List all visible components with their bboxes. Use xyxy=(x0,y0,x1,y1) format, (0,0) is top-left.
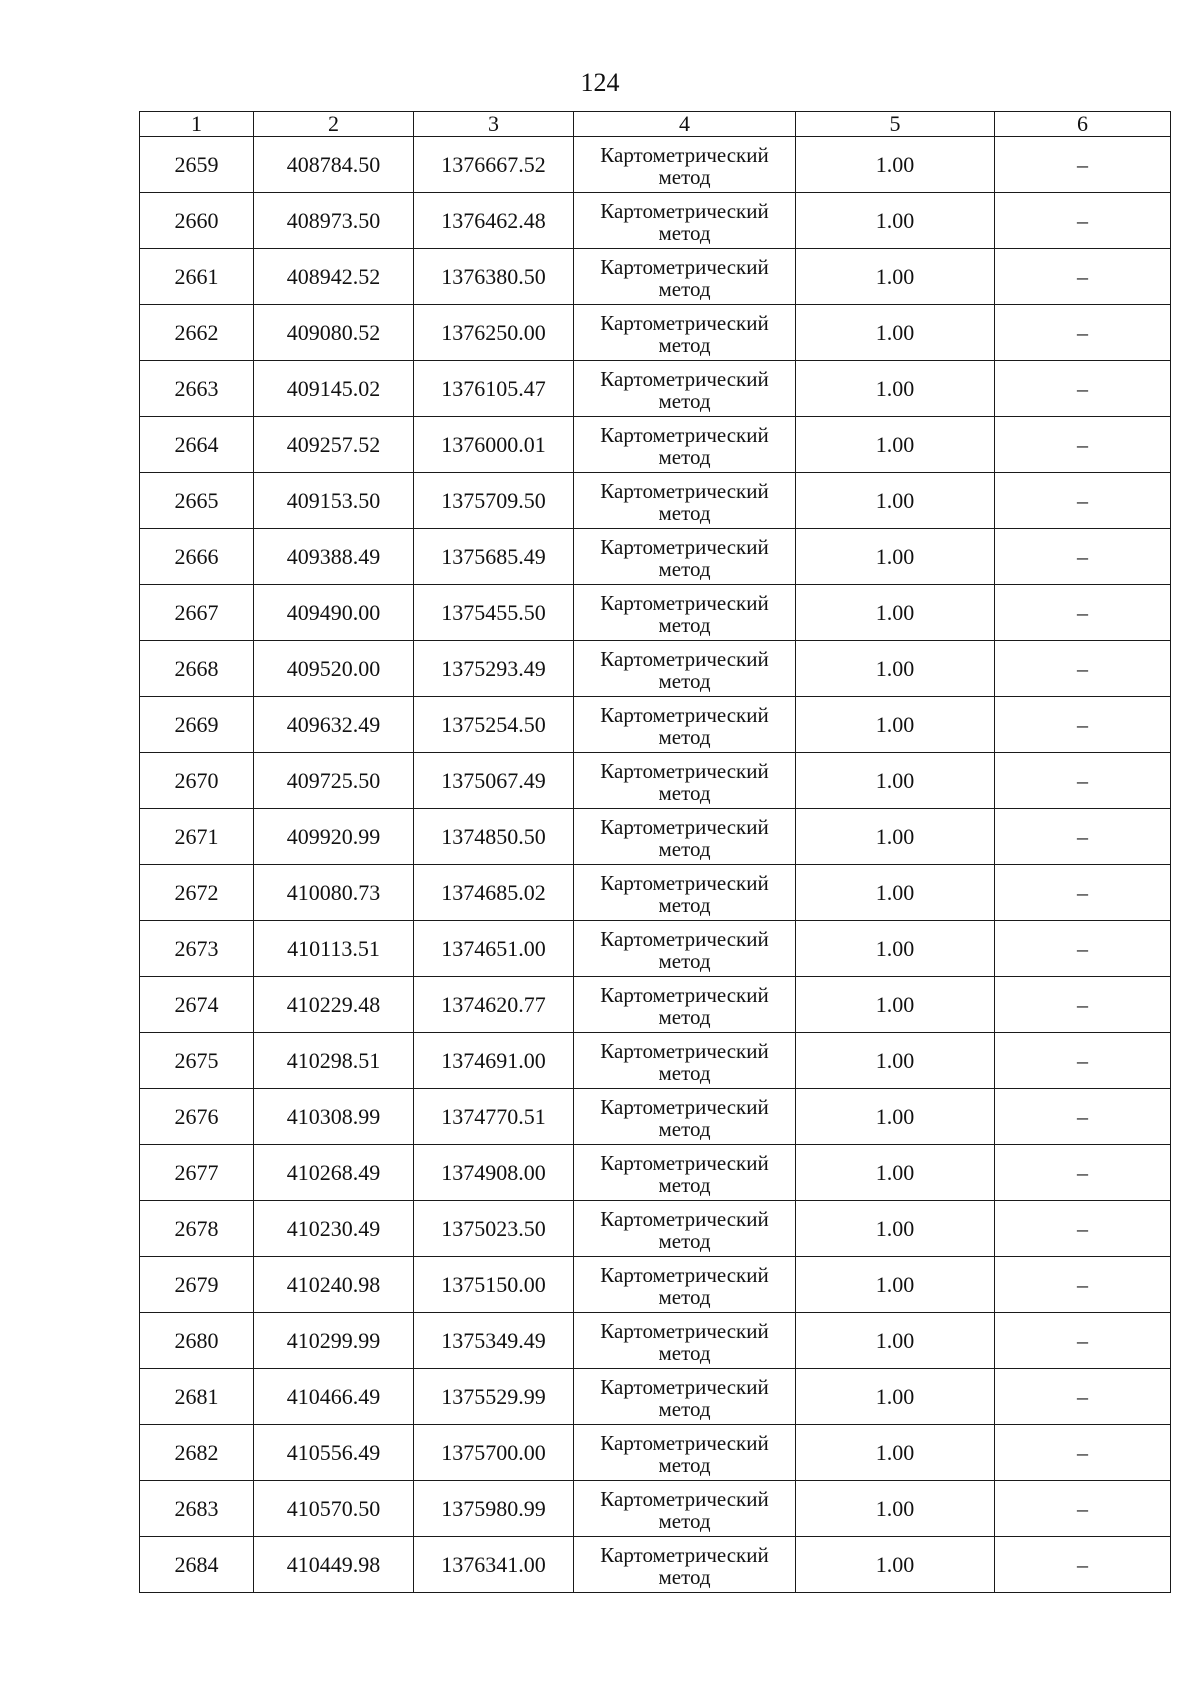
method-line-1: Картометрический xyxy=(600,814,769,839)
cell-method xyxy=(574,1145,796,1201)
cell-method xyxy=(574,1369,796,1425)
method-line-2: метод xyxy=(658,724,711,749)
cell-accuracy: 1.00 xyxy=(796,1313,995,1369)
method-line-2: метод xyxy=(658,1004,711,1029)
method-line-1: Картометрический xyxy=(600,1430,769,1455)
table-row xyxy=(140,1033,1171,1089)
method-line-1: Картометрический xyxy=(600,590,769,615)
cell-y-coordinate: 1375709.50 xyxy=(414,473,574,529)
cell-note: – xyxy=(995,921,1171,977)
method-line-2: метод xyxy=(658,332,711,357)
cell-point-number: 2675 xyxy=(140,1033,254,1089)
cell-y-coordinate: 1375067.49 xyxy=(414,753,574,809)
table-row xyxy=(140,1257,1171,1313)
method-line-2: метод xyxy=(658,892,711,917)
method-line-1: Картометрический xyxy=(600,422,769,447)
cell-point-number: 2668 xyxy=(140,641,254,697)
table-body xyxy=(140,137,1171,1593)
cell-point-number: 2684 xyxy=(140,1537,254,1593)
cell-accuracy: 1.00 xyxy=(796,1201,995,1257)
method-line-2: метод xyxy=(658,612,711,637)
cell-x-coordinate: 409257.52 xyxy=(254,417,414,473)
cell-method xyxy=(574,417,796,473)
cell-x-coordinate: 408784.50 xyxy=(254,137,414,193)
column-header-accuracy: 5 xyxy=(796,112,995,137)
cell-accuracy: 1.00 xyxy=(796,305,995,361)
cell-note: – xyxy=(995,641,1171,697)
cell-note: – xyxy=(995,753,1171,809)
cell-x-coordinate: 409725.50 xyxy=(254,753,414,809)
cell-x-coordinate: 410230.49 xyxy=(254,1201,414,1257)
cell-method xyxy=(574,1089,796,1145)
method-line-2: метод xyxy=(658,388,711,413)
cell-note: – xyxy=(995,529,1171,585)
cell-y-coordinate: 1375023.50 xyxy=(414,1201,574,1257)
cell-accuracy: 1.00 xyxy=(796,1481,995,1537)
cell-note: – xyxy=(995,361,1171,417)
method-line-2: метод xyxy=(658,220,711,245)
method-line-1: Картометрический xyxy=(600,870,769,895)
table-row xyxy=(140,1537,1171,1593)
method-line-1: Картометрический xyxy=(600,254,769,279)
table-row xyxy=(140,697,1171,753)
cell-note: – xyxy=(995,1481,1171,1537)
table-row xyxy=(140,641,1171,697)
cell-accuracy: 1.00 xyxy=(796,697,995,753)
cell-note: – xyxy=(995,137,1171,193)
method-line-2: метод xyxy=(658,836,711,861)
cell-note: – xyxy=(995,1145,1171,1201)
method-line-1: Картометрический xyxy=(600,926,769,951)
cell-method xyxy=(574,473,796,529)
cell-x-coordinate: 410298.51 xyxy=(254,1033,414,1089)
table-row xyxy=(140,1481,1171,1537)
cell-note: – xyxy=(995,697,1171,753)
column-header-x-coordinate: 2 xyxy=(254,112,414,137)
method-line-1: Картометрический xyxy=(600,534,769,559)
method-line-2: метод xyxy=(658,1340,711,1365)
table-row xyxy=(140,1369,1171,1425)
cell-point-number: 2674 xyxy=(140,977,254,1033)
cell-y-coordinate: 1375293.49 xyxy=(414,641,574,697)
table-row xyxy=(140,1089,1171,1145)
cell-note: – xyxy=(995,249,1171,305)
cell-x-coordinate: 410299.99 xyxy=(254,1313,414,1369)
header-row xyxy=(140,112,1171,137)
cell-point-number: 2664 xyxy=(140,417,254,473)
cell-x-coordinate: 410229.48 xyxy=(254,977,414,1033)
cell-note: – xyxy=(995,977,1171,1033)
cell-method xyxy=(574,1033,796,1089)
cell-method xyxy=(574,865,796,921)
cell-y-coordinate: 1376341.00 xyxy=(414,1537,574,1593)
cell-y-coordinate: 1376462.48 xyxy=(414,193,574,249)
cell-note: – xyxy=(995,1425,1171,1481)
method-line-1: Картометрический xyxy=(600,310,769,335)
table-row xyxy=(140,249,1171,305)
cell-note: – xyxy=(995,417,1171,473)
cell-method xyxy=(574,361,796,417)
method-line-1: Картометрический xyxy=(600,758,769,783)
table-row xyxy=(140,753,1171,809)
cell-point-number: 2660 xyxy=(140,193,254,249)
cell-method xyxy=(574,921,796,977)
cell-y-coordinate: 1375700.00 xyxy=(414,1425,574,1481)
method-line-1: Картометрический xyxy=(600,1262,769,1287)
cell-point-number: 2679 xyxy=(140,1257,254,1313)
cell-x-coordinate: 408973.50 xyxy=(254,193,414,249)
cell-point-number: 2678 xyxy=(140,1201,254,1257)
method-line-1: Картометрический xyxy=(600,1374,769,1399)
cell-method xyxy=(574,137,796,193)
column-header-y-coordinate: 3 xyxy=(414,112,574,137)
cell-point-number: 2680 xyxy=(140,1313,254,1369)
method-line-1: Картометрический xyxy=(600,1038,769,1063)
method-line-1: Картометрический xyxy=(600,478,769,503)
cell-method xyxy=(574,193,796,249)
cell-y-coordinate: 1374620.77 xyxy=(414,977,574,1033)
cell-accuracy: 1.00 xyxy=(796,137,995,193)
cell-method xyxy=(574,697,796,753)
cell-note: – xyxy=(995,193,1171,249)
cell-method xyxy=(574,1537,796,1593)
cell-x-coordinate: 410570.50 xyxy=(254,1481,414,1537)
cell-accuracy: 1.00 xyxy=(796,585,995,641)
table-row xyxy=(140,1425,1171,1481)
cell-x-coordinate: 410080.73 xyxy=(254,865,414,921)
method-line-2: метод xyxy=(658,948,711,973)
cell-method xyxy=(574,753,796,809)
cell-method xyxy=(574,1313,796,1369)
column-header-note: 6 xyxy=(995,112,1171,137)
page-number: 124 xyxy=(580,68,620,97)
cell-note: – xyxy=(995,865,1171,921)
cell-y-coordinate: 1375980.99 xyxy=(414,1481,574,1537)
method-line-2: метод xyxy=(658,1452,711,1477)
cell-note: – xyxy=(995,1369,1171,1425)
cell-accuracy: 1.00 xyxy=(796,1369,995,1425)
cell-y-coordinate: 1374850.50 xyxy=(414,809,574,865)
cell-x-coordinate: 408942.52 xyxy=(254,249,414,305)
cell-accuracy: 1.00 xyxy=(796,361,995,417)
cell-y-coordinate: 1376667.52 xyxy=(414,137,574,193)
cell-x-coordinate: 409490.00 xyxy=(254,585,414,641)
method-line-1: Картометрический xyxy=(600,1318,769,1343)
cell-x-coordinate: 409920.99 xyxy=(254,809,414,865)
cell-y-coordinate: 1376380.50 xyxy=(414,249,574,305)
cell-note: – xyxy=(995,1201,1171,1257)
cell-accuracy: 1.00 xyxy=(796,1257,995,1313)
cell-method xyxy=(574,1425,796,1481)
method-line-2: метод xyxy=(658,1284,711,1309)
cell-y-coordinate: 1375455.50 xyxy=(414,585,574,641)
table-row xyxy=(140,865,1171,921)
method-line-2: метод xyxy=(658,668,711,693)
cell-note: – xyxy=(995,1033,1171,1089)
method-line-1: Картометрический xyxy=(600,1094,769,1119)
cell-x-coordinate: 409145.02 xyxy=(254,361,414,417)
method-line-2: метод xyxy=(658,556,711,581)
cell-point-number: 2663 xyxy=(140,361,254,417)
table-row xyxy=(140,529,1171,585)
cell-x-coordinate: 409080.52 xyxy=(254,305,414,361)
cell-method xyxy=(574,305,796,361)
table-header xyxy=(140,112,1171,137)
method-line-1: Картометрический xyxy=(600,198,769,223)
method-line-2: метод xyxy=(658,1116,711,1141)
cell-y-coordinate: 1374685.02 xyxy=(414,865,574,921)
cell-x-coordinate: 410449.98 xyxy=(254,1537,414,1593)
table-row xyxy=(140,1201,1171,1257)
cell-x-coordinate: 409153.50 xyxy=(254,473,414,529)
method-line-1: Картометрический xyxy=(600,1486,769,1511)
cell-accuracy: 1.00 xyxy=(796,1089,995,1145)
cell-accuracy: 1.00 xyxy=(796,809,995,865)
method-line-1: Картометрический xyxy=(600,1206,769,1231)
method-line-1: Картометрический xyxy=(600,1542,769,1567)
cell-y-coordinate: 1374770.51 xyxy=(414,1089,574,1145)
method-line-1: Картометрический xyxy=(600,646,769,671)
method-line-2: метод xyxy=(658,444,711,469)
cell-point-number: 2671 xyxy=(140,809,254,865)
cell-x-coordinate: 409632.49 xyxy=(254,697,414,753)
cell-y-coordinate: 1375349.49 xyxy=(414,1313,574,1369)
cell-method xyxy=(574,1201,796,1257)
method-line-2: метод xyxy=(658,1228,711,1253)
cell-note: – xyxy=(995,1089,1171,1145)
method-line-1: Картометрический xyxy=(600,982,769,1007)
cell-note: – xyxy=(995,305,1171,361)
table-row xyxy=(140,305,1171,361)
cell-x-coordinate: 410240.98 xyxy=(254,1257,414,1313)
table-row xyxy=(140,1145,1171,1201)
column-header-method: 4 xyxy=(574,112,796,137)
cell-accuracy: 1.00 xyxy=(796,1425,995,1481)
cell-y-coordinate: 1376250.00 xyxy=(414,305,574,361)
cell-y-coordinate: 1374908.00 xyxy=(414,1145,574,1201)
cell-point-number: 2665 xyxy=(140,473,254,529)
cell-y-coordinate: 1375254.50 xyxy=(414,697,574,753)
table-row xyxy=(140,361,1171,417)
column-header-point-number: 1 xyxy=(140,112,254,137)
method-line-2: метод xyxy=(658,1564,711,1589)
cell-note: – xyxy=(995,473,1171,529)
cell-accuracy: 1.00 xyxy=(796,641,995,697)
cell-method xyxy=(574,529,796,585)
cell-x-coordinate: 409388.49 xyxy=(254,529,414,585)
cell-method xyxy=(574,1257,796,1313)
cell-accuracy: 1.00 xyxy=(796,529,995,585)
cell-y-coordinate: 1375529.99 xyxy=(414,1369,574,1425)
cell-note: – xyxy=(995,809,1171,865)
cell-accuracy: 1.00 xyxy=(796,1537,995,1593)
cell-point-number: 2666 xyxy=(140,529,254,585)
cell-note: – xyxy=(995,585,1171,641)
cell-note: – xyxy=(995,1313,1171,1369)
method-line-2: метод xyxy=(658,164,711,189)
method-line-2: метод xyxy=(658,1396,711,1421)
cell-x-coordinate: 410113.51 xyxy=(254,921,414,977)
cell-point-number: 2670 xyxy=(140,753,254,809)
cell-y-coordinate: 1374651.00 xyxy=(414,921,574,977)
cell-accuracy: 1.00 xyxy=(796,193,995,249)
cell-x-coordinate: 410308.99 xyxy=(254,1089,414,1145)
cell-accuracy: 1.00 xyxy=(796,865,995,921)
cell-x-coordinate: 410556.49 xyxy=(254,1425,414,1481)
cell-method xyxy=(574,585,796,641)
cell-y-coordinate: 1375150.00 xyxy=(414,1257,574,1313)
cell-note: – xyxy=(995,1257,1171,1313)
method-line-1: Картометрический xyxy=(600,702,769,727)
cell-x-coordinate: 410466.49 xyxy=(254,1369,414,1425)
cell-y-coordinate: 1374691.00 xyxy=(414,1033,574,1089)
table-row xyxy=(140,977,1171,1033)
table-row xyxy=(140,137,1171,193)
cell-point-number: 2673 xyxy=(140,921,254,977)
cell-y-coordinate: 1376105.47 xyxy=(414,361,574,417)
method-line-1: Картометрический xyxy=(600,142,769,167)
cell-method xyxy=(574,249,796,305)
method-line-2: метод xyxy=(658,1508,711,1533)
cell-note: – xyxy=(995,1537,1171,1593)
cell-x-coordinate: 409520.00 xyxy=(254,641,414,697)
cell-method xyxy=(574,977,796,1033)
cell-accuracy: 1.00 xyxy=(796,977,995,1033)
cell-accuracy: 1.00 xyxy=(796,1145,995,1201)
method-line-1: Картометрический xyxy=(600,366,769,391)
cell-point-number: 2662 xyxy=(140,305,254,361)
coordinates-table xyxy=(139,111,1171,1593)
cell-point-number: 2683 xyxy=(140,1481,254,1537)
table-row xyxy=(140,417,1171,473)
cell-method xyxy=(574,641,796,697)
cell-accuracy: 1.00 xyxy=(796,473,995,529)
cell-method xyxy=(574,1481,796,1537)
method-line-2: метод xyxy=(658,1172,711,1197)
cell-accuracy: 1.00 xyxy=(796,921,995,977)
cell-accuracy: 1.00 xyxy=(796,249,995,305)
cell-point-number: 2677 xyxy=(140,1145,254,1201)
table-row xyxy=(140,585,1171,641)
table-row xyxy=(140,473,1171,529)
cell-x-coordinate: 410268.49 xyxy=(254,1145,414,1201)
cell-accuracy: 1.00 xyxy=(796,1033,995,1089)
cell-point-number: 2681 xyxy=(140,1369,254,1425)
method-line-2: метод xyxy=(658,1060,711,1085)
table-row xyxy=(140,1313,1171,1369)
cell-point-number: 2676 xyxy=(140,1089,254,1145)
method-line-2: метод xyxy=(658,780,711,805)
cell-y-coordinate: 1375685.49 xyxy=(414,529,574,585)
cell-point-number: 2672 xyxy=(140,865,254,921)
cell-accuracy: 1.00 xyxy=(796,417,995,473)
table-row xyxy=(140,921,1171,977)
method-line-1: Картометрический xyxy=(600,1150,769,1175)
cell-point-number: 2669 xyxy=(140,697,254,753)
table-row xyxy=(140,193,1171,249)
cell-accuracy: 1.00 xyxy=(796,753,995,809)
cell-point-number: 2667 xyxy=(140,585,254,641)
cell-y-coordinate: 1376000.01 xyxy=(414,417,574,473)
method-line-2: метод xyxy=(658,276,711,301)
cell-method xyxy=(574,809,796,865)
method-line-2: метод xyxy=(658,500,711,525)
cell-point-number: 2659 xyxy=(140,137,254,193)
cell-point-number: 2682 xyxy=(140,1425,254,1481)
table-row xyxy=(140,809,1171,865)
cell-point-number: 2661 xyxy=(140,249,254,305)
